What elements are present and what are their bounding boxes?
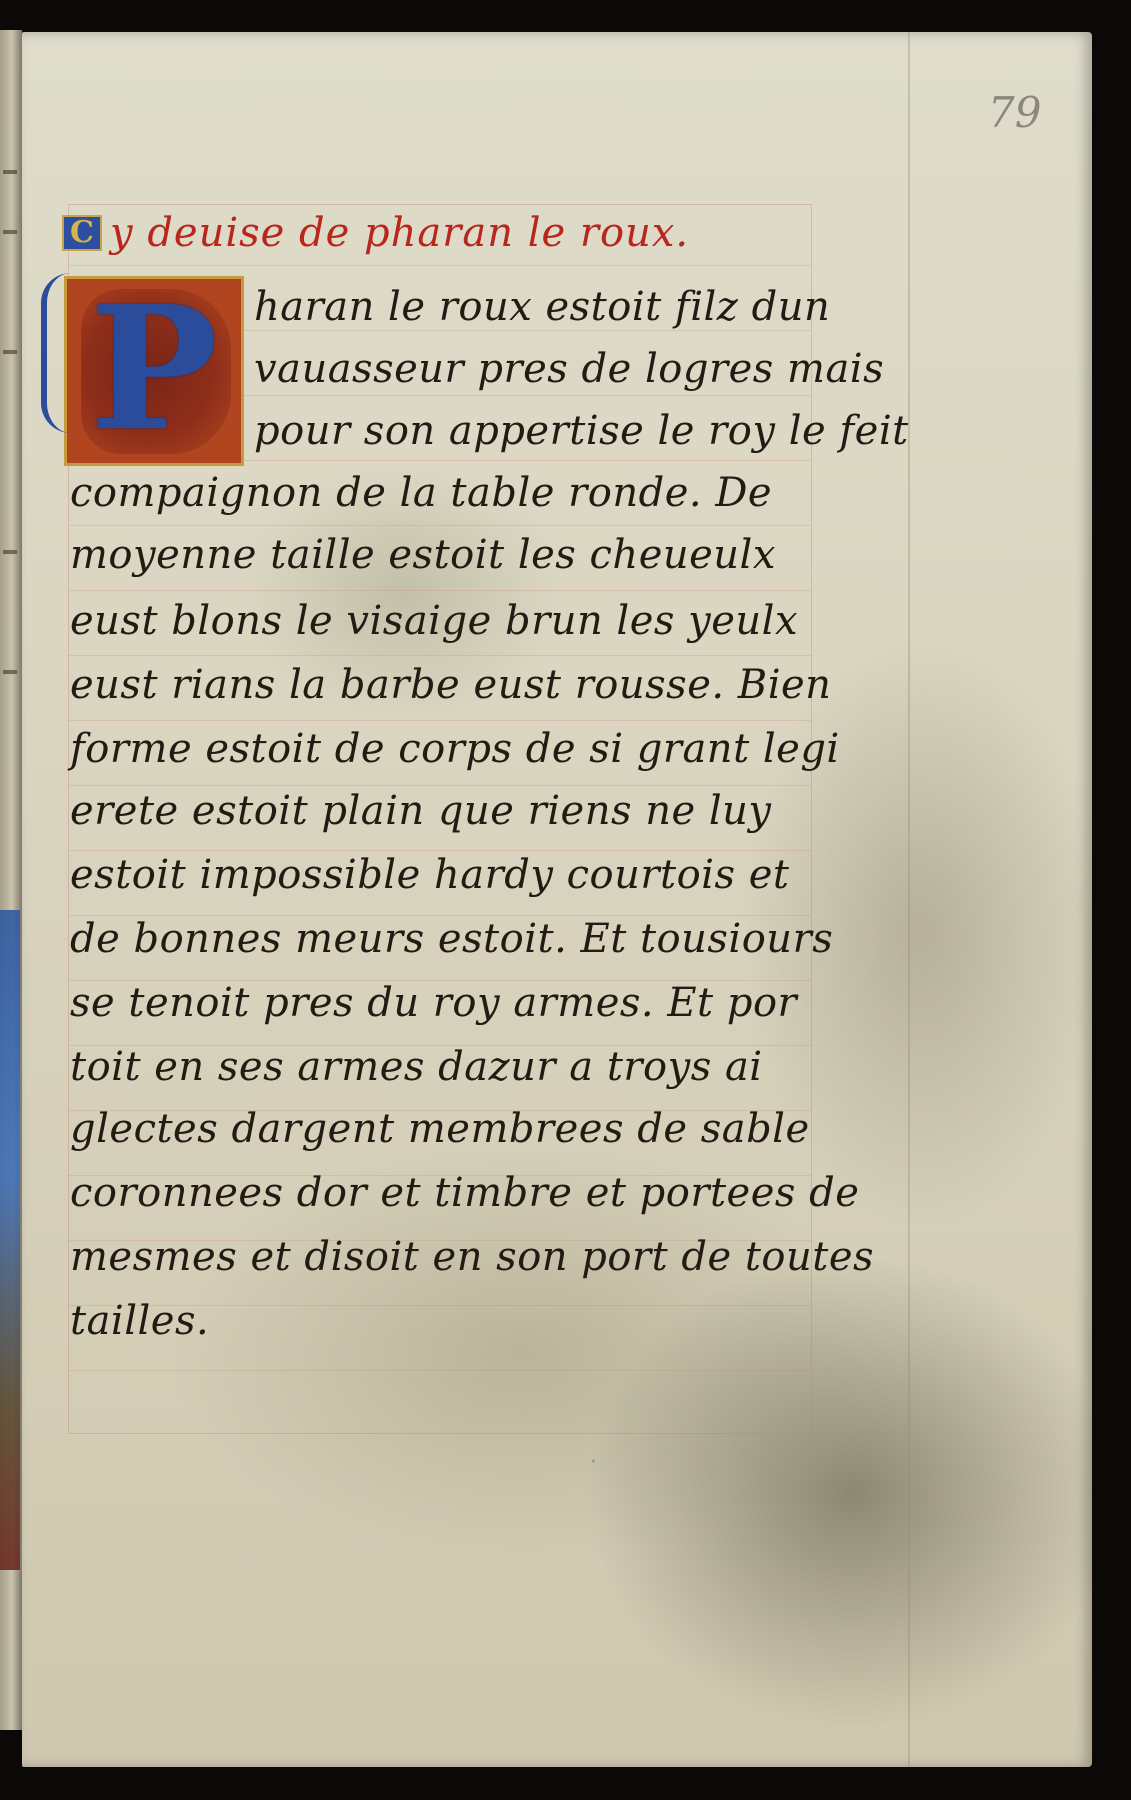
text-line: moyenne taille estoit les cheueulx (70, 532, 776, 578)
text-line: coronnees dor et timbre et portees de (70, 1170, 860, 1216)
previous-leaf-miniature-edge (0, 910, 20, 1570)
text-line: eust blons le visaige brun les yeulx (70, 598, 799, 644)
text-line: toit en ses armes dazur a troys ai (70, 1044, 763, 1090)
leaf-fold-line (908, 32, 910, 1767)
illuminated-initial (64, 269, 244, 469)
previous-leaf-edge (0, 30, 22, 1730)
text-line: eust rians la barbe eust rousse. Bien (70, 662, 832, 708)
text-line: glectes dargent membrees de sable (70, 1106, 810, 1152)
text-line: pour son appertise le roy le feit (254, 408, 909, 454)
text-line: se tenoit pres du roy armes. Et por (70, 980, 798, 1026)
manuscript-leaf (22, 32, 1092, 1767)
text-line: haran le roux estoit filz dun (254, 284, 831, 330)
ink-speck: · (590, 1450, 597, 1475)
text-line: forme estoit de corps de si grant legi (70, 726, 840, 772)
previous-leaf-text-fragment (3, 170, 17, 174)
text-line: tailles. (70, 1298, 210, 1344)
previous-leaf-text-fragment (3, 350, 17, 354)
rubric-heading: y deuise de pharan le roux. (110, 210, 690, 256)
text-line: erete estoit plain que riens ne luy (70, 788, 772, 834)
illuminated-initial-letter: P (90, 269, 218, 469)
text-line: de bonnes meurs estoit. Et tousiours (70, 916, 834, 962)
text-line: estoit impossible hardy courtois et (70, 852, 790, 898)
folio-number: 79 (988, 88, 1042, 137)
text-line: vauasseur pres de logres mais (254, 346, 885, 392)
text-line: mesmes et disoit en son port de toutes (70, 1234, 875, 1280)
previous-leaf-text-fragment (3, 670, 17, 674)
previous-leaf-text-fragment (3, 550, 17, 554)
rubric-initial: C (62, 215, 102, 251)
text-line: compaignon de la table ronde. De (70, 470, 773, 516)
previous-leaf-text-fragment (3, 230, 17, 234)
